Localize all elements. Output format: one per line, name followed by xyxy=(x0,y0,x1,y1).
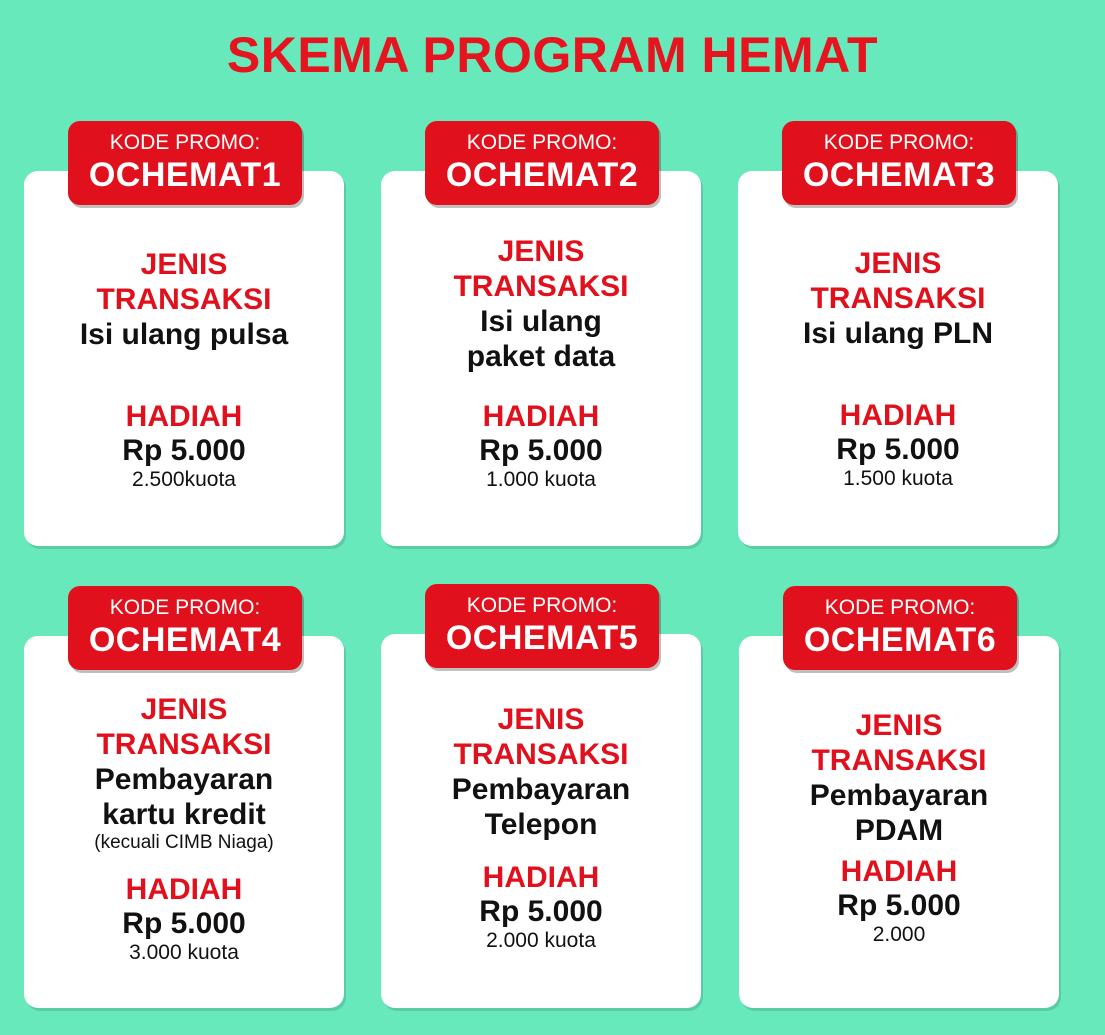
card-content xyxy=(381,702,701,954)
quota-text: 3.000 kuota xyxy=(129,941,239,964)
promo-code: OCHEMAT3 xyxy=(802,156,996,194)
promo-label: KODE PROMO: xyxy=(466,594,618,617)
jenis-label: JENIS TRANSAKSI xyxy=(810,247,986,315)
card-content xyxy=(24,247,344,493)
reward-amount: Rp 5.000 xyxy=(479,434,603,467)
page-title: SKEMA PROGRAM HEMAT xyxy=(226,27,879,83)
reward-amount: Rp 5.000 xyxy=(122,434,246,467)
hadiah-label: HADIAH xyxy=(839,399,957,432)
hadiah-label: HADIAH xyxy=(125,873,243,906)
card-content xyxy=(24,692,344,966)
card-content xyxy=(381,234,701,493)
promo-code: OCHEMAT4 xyxy=(88,621,282,659)
jenis-label: JENIS TRANSAKSI xyxy=(96,693,272,761)
reward-amount: Rp 5.000 xyxy=(836,433,960,466)
transaction-type: Isi ulang pulsa xyxy=(79,318,289,351)
card-content xyxy=(738,246,1058,492)
promo-code: OCHEMAT2 xyxy=(445,156,639,194)
transaction-type: Pembayaran PDAM xyxy=(809,779,989,847)
reward-amount: Rp 5.000 xyxy=(837,889,961,922)
transaction-note: (kecuali CIMB Niaga) xyxy=(94,832,274,853)
jenis-label: JENIS TRANSAKSI xyxy=(96,248,272,316)
quota-text: 2.000 kuota xyxy=(486,929,596,952)
transaction-type: Isi ulang PLN xyxy=(802,317,994,350)
reward-amount: Rp 5.000 xyxy=(122,907,246,940)
promo-badge xyxy=(425,121,659,205)
promo-badge xyxy=(68,121,302,205)
promo-badge xyxy=(783,586,1017,670)
quota-text: 2.500kuota xyxy=(132,468,236,491)
hadiah-label: HADIAH xyxy=(482,861,600,894)
promo-label: KODE PROMO: xyxy=(824,596,976,619)
jenis-label: JENIS TRANSAKSI xyxy=(453,703,629,771)
jenis-label: JENIS TRANSAKSI xyxy=(811,709,987,777)
promo-badge xyxy=(425,584,659,668)
reward-amount: Rp 5.000 xyxy=(479,895,603,928)
promo-badge xyxy=(782,121,1016,205)
promo-code: OCHEMAT6 xyxy=(803,621,997,659)
transaction-type: Pembayaran Telepon xyxy=(451,773,631,841)
hadiah-label: HADIAH xyxy=(840,855,958,888)
card-content xyxy=(739,708,1059,948)
hadiah-label: HADIAH xyxy=(482,400,600,433)
transaction-type: Isi ulang paket data xyxy=(466,305,616,373)
promo-label: KODE PROMO: xyxy=(109,131,261,154)
promo-badge xyxy=(68,586,302,670)
quota-text: 1.000 kuota xyxy=(486,468,596,491)
jenis-label: JENIS TRANSAKSI xyxy=(453,235,629,303)
promo-label: KODE PROMO: xyxy=(109,596,261,619)
hadiah-label: HADIAH xyxy=(125,400,243,433)
promo-code: OCHEMAT5 xyxy=(445,619,639,657)
promo-label: KODE PROMO: xyxy=(823,131,975,154)
promo-code: OCHEMAT1 xyxy=(88,156,282,194)
quota-text: 2.000 xyxy=(872,923,926,946)
transaction-type: Pembayaran kartu kredit xyxy=(94,763,274,831)
quota-text: 1.500 kuota xyxy=(843,467,953,490)
promo-label: KODE PROMO: xyxy=(466,131,618,154)
